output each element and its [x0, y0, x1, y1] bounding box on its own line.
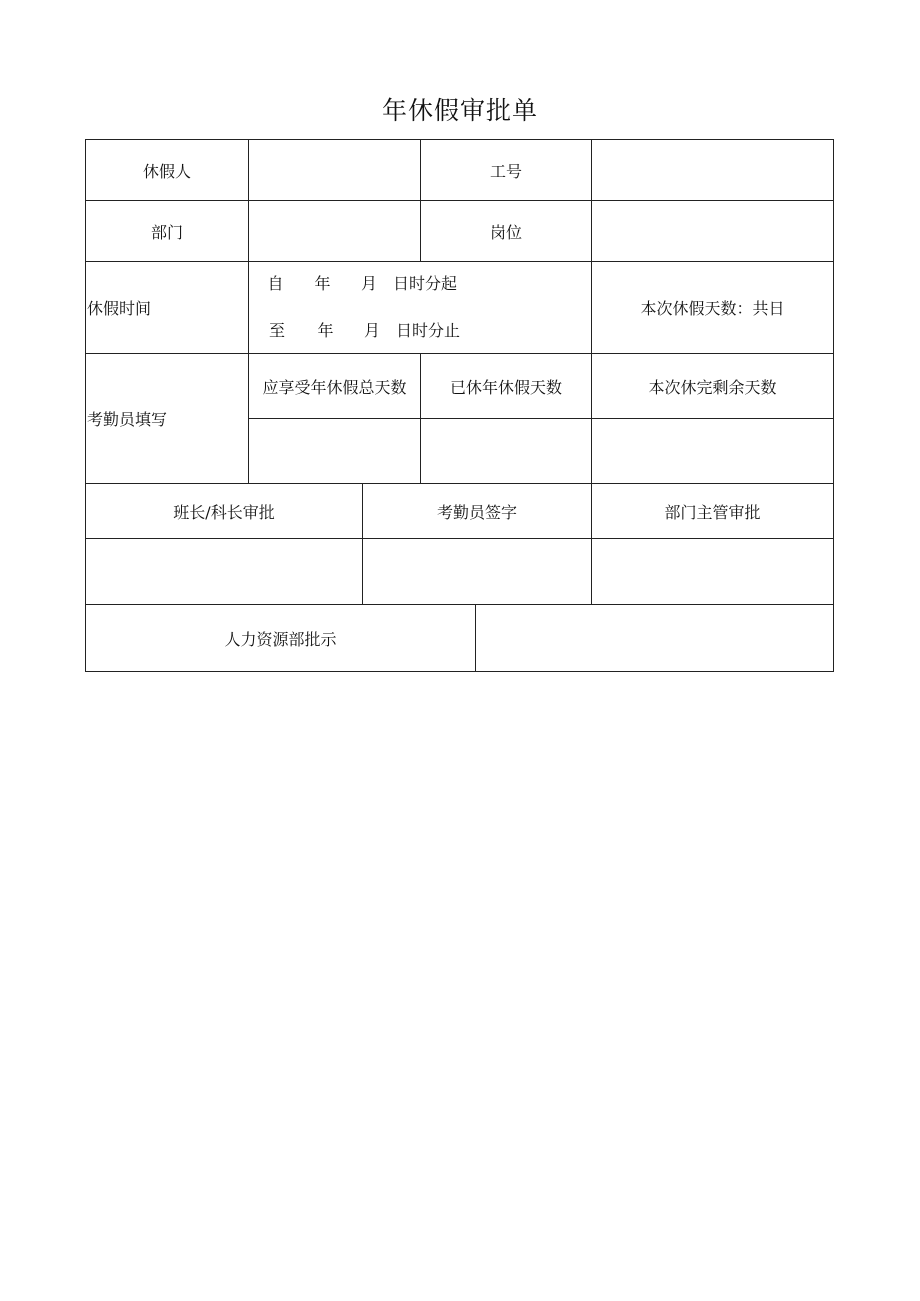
attendance-value-taken[interactable] [420, 418, 592, 484]
employee-no-field[interactable] [591, 139, 834, 201]
attendance-header-remaining: 本次休完剩余天数 [591, 353, 834, 419]
approval-header-dept-manager: 部门主管审批 [591, 483, 834, 539]
end-prefix: 至 [268, 321, 285, 340]
leave-time-label: 休假时间 [85, 261, 249, 354]
end-suffix: 日时分止 [396, 321, 461, 340]
attendance-header-taken: 已休年休假天数 [420, 353, 592, 419]
approval-value-team-leader[interactable] [85, 538, 363, 605]
hr-approval-label: 人力资源部批示 [85, 604, 476, 672]
hr-approval-field[interactable] [475, 604, 834, 672]
leave-start-line [251, 274, 457, 294]
end-month-unit: 月 [363, 321, 380, 340]
attendance-value-remaining[interactable] [591, 418, 834, 484]
applicant-label: 休假人 [85, 139, 249, 201]
start-suffix: 日时分起 [393, 274, 458, 293]
start-month-unit: 月 [360, 274, 377, 293]
leave-approval-form [85, 139, 834, 672]
position-label: 岗位 [420, 200, 592, 262]
leave-time-range[interactable] [248, 261, 592, 354]
department-label: 部门 [85, 200, 249, 262]
attendance-label: 考勤员填写 [85, 353, 249, 484]
applicant-field[interactable] [248, 139, 421, 201]
employee-no-label: 工号 [420, 139, 592, 201]
start-prefix: 自 [267, 274, 284, 293]
approval-header-attendance-clerk: 考勤员签字 [362, 483, 592, 539]
end-year-unit: 年 [317, 321, 334, 340]
start-year-unit: 年 [314, 274, 331, 293]
approval-value-attendance-clerk[interactable] [362, 538, 592, 605]
leave-end-line [251, 321, 460, 341]
approval-value-dept-manager[interactable] [591, 538, 834, 605]
position-field[interactable] [591, 200, 834, 262]
department-field[interactable] [248, 200, 421, 262]
total-days-cell[interactable]: 本次休假天数：共日 [591, 261, 834, 354]
attendance-header-entitled: 应享受年休假总天数 [248, 353, 421, 419]
attendance-value-entitled[interactable] [248, 418, 421, 484]
approval-header-team-leader: 班长/科长审批 [85, 483, 363, 539]
page-title: 年休假审批单 [381, 96, 538, 125]
